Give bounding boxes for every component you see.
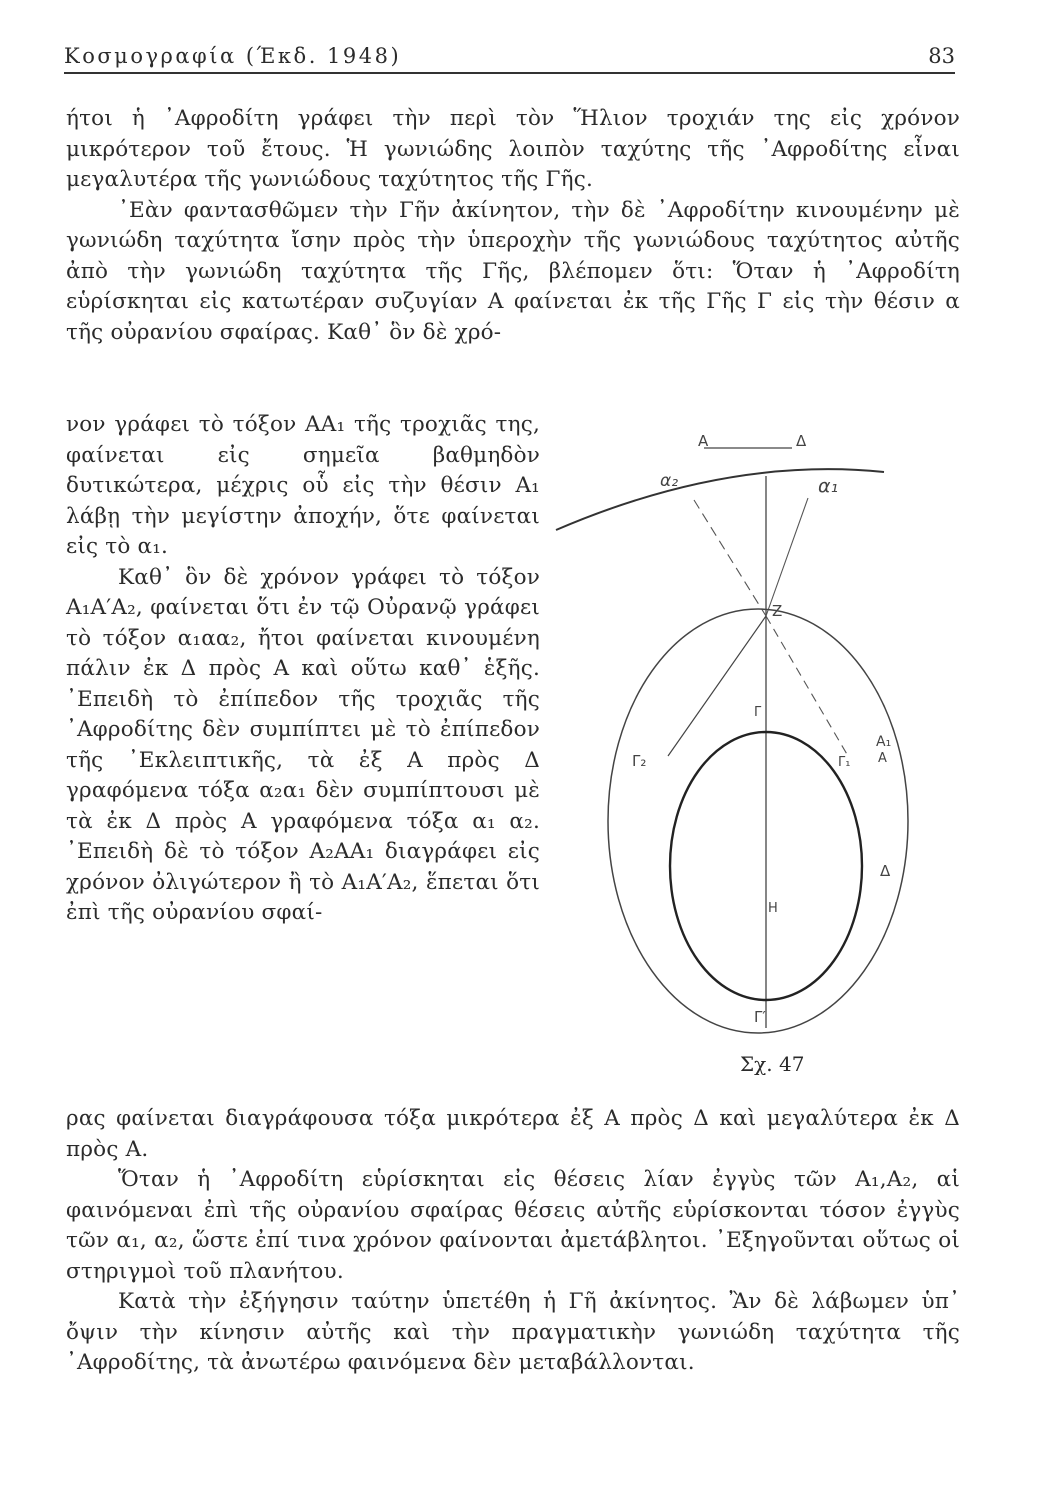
label-gamma1: Γ₁ — [838, 755, 851, 770]
label-a-right: Α — [878, 751, 887, 766]
label-gamma-inner: Γ — [754, 705, 762, 720]
label-delta-top: Δ — [796, 432, 807, 450]
label-h: Η — [768, 901, 778, 916]
label-alpha1: α₁ — [818, 475, 839, 497]
paragraph: Κατὰ τὴν ἐξήγησιν ταύτην ὑπετέθη ἡ Γῆ ἀκίνητος. Ἂν δὲ λάβωμεν ὑπ᾿ ὄψιν τὴν κίνησιν αὐτῆς καὶ τὴν πραγματικὴν γωνιώδη ταχύτητα τῆς ᾿Αφροδίτης, τὰ ἀνωτέρω φαινόμενα δὲν μεταβάλλονται. — [66, 1289, 960, 1375]
page-header — [64, 38, 955, 74]
paragraph: νον γράφει τὸ τόξον ΑΑ₁ τῆς τροχιᾶς της, φαίνεται εἰς σημεῖα βαθμηδὸν δυτικώτερα, μέχρις οὗ εἰς τὴν θέσιν Α₁ λάβῃ τὴν μεγίστην ἀποχήν, ὅτε φαίνεται εἰς τὸ α₁. — [66, 412, 540, 559]
venus-orbit-figure — [548, 416, 920, 1096]
running-title: Κοσμογραφία (Έκδ. 1948) — [64, 44, 402, 68]
paragraph: Καθ᾿ ὃν δὲ χρόνον γράφει τὸ τόξον Α₁Α′Α₂, φαίνεται ὅτι ἐν τῷ Οὐρανῷ γράφει τὸ τόξον α₁αα₂, ἤτοι φαίνεται κινουμένη πάλιν ἐκ Δ πρὸς Α καὶ οὕτω καθ᾿ ἑξῆς. ᾿Επειδὴ τὸ ἐπίπεδον τῆς τροχιᾶς τῆς ᾿Αφροδίτης δὲν συμπίπτει μὲ τὸ ἐπίπεδον τῆς ᾿Εκλειπτικῆς, τὰ ἐξ Α πρὸς Δ γραφόμενα τόξα α₂α₁ δὲν συμπίπτουσι μὲ τὰ ἐκ Δ πρὸς Α γραφόμενα τόξα α₁ α₂. ᾿Επειδὴ δὲ τὸ τόξον Α₂ΑΑ₁ διαγράφει εἰς χρόνον ὀλιγώτερον ἢ τὸ Α₁Α′Α₂, ἕπεται ὅτι ἐπὶ τῆς οὐρανίου σφαί- — [66, 564, 540, 925]
label-alpha2: α₂ — [660, 471, 679, 491]
paragraph: ήτοι ἡ ᾿Αφροδίτη γράφει τὴν περὶ τὸν Ἥλιον τροχιάν της εἰς χρόνον μικρότερον τοῦ ἔτους. Ἡ γωνιώδης λοιπὸν ταχύτης τῆς ᾿Αφροδίτης εἶναι μεγαλυτέρα τῆς γωνιώδους ταχύτητος τῆς Γῆς. — [66, 106, 960, 192]
sight-line-alpha1 — [766, 498, 808, 616]
label-gamma-prime: Γ′ — [754, 1008, 766, 1026]
paragraph: Ὅταν ἡ ᾿Αφροδίτη εὑρίσκηται εἰς θέσεις λίαν ἐγγὺς τῶν Α₁,Α₂, αἱ φαινόμεναι ἐπὶ τῆς οὐρανίου σφαίρας θέσεις αὐτῆς εὑρίσκονται τόσον ἐγγὺς τῶν α₁, α₂, ὥστε ἐπί τινα χρόνον φαίνονται ἀμετάβλητοι. ᾿Εξηγοῦνται οὕτως οἱ στηριγμοὶ τοῦ πλανήτου. — [66, 1167, 960, 1284]
page-number: 83 — [928, 44, 955, 68]
figure-caption: Σχ. 47 — [740, 1052, 805, 1076]
text-block-bottom — [66, 1104, 960, 1379]
text-block-top — [66, 104, 960, 348]
text-block-side — [66, 410, 540, 929]
paragraph: ρας φαίνεται διαγράφουσα τόξα μικρότερα ἐξ Α πρὸς Δ καὶ μεγαλύτερα ἐκ Δ πρὸς Α. — [66, 1106, 960, 1162]
paragraph: ᾿Εὰν φαντασθῶμεν τὴν Γῆν ἀκίνητον, τὴν δὲ ᾿Αφροδίτην κινουμένην μὲ γωνιώδη ταχύτητα ἴσην πρὸς τὴν ὑπεροχὴν τῆς γωνιώδους ταχύτητος αὐτῆς ἀπὸ τὴν γωνιώδη ταχύτητα τῆς Γῆς, βλέπομεν ὅτι: Ὅταν ἡ ᾿Αφροδίτη εὑρίσκηται εἰς κατωτέραν συζυγίαν Α φαίνεται ἐκ τῆς Γῆς Γ εἰς τὴν θέσιν α τῆς οὐρανίου σφαίρας. Καθ᾿ ὃν δὲ χρό- — [66, 197, 960, 345]
figure-drawing — [548, 416, 920, 1096]
label-a-top: Α — [698, 432, 709, 450]
tangent-line-gamma1 — [766, 616, 848, 756]
outer-orbit — [608, 609, 908, 1033]
label-gamma2: Γ₂ — [632, 752, 647, 770]
sight-line-alpha2 — [694, 500, 766, 616]
label-z: Ζ — [772, 602, 783, 620]
label-delta-right: Δ — [880, 862, 891, 880]
label-a1-right: Α₁ — [876, 734, 892, 750]
